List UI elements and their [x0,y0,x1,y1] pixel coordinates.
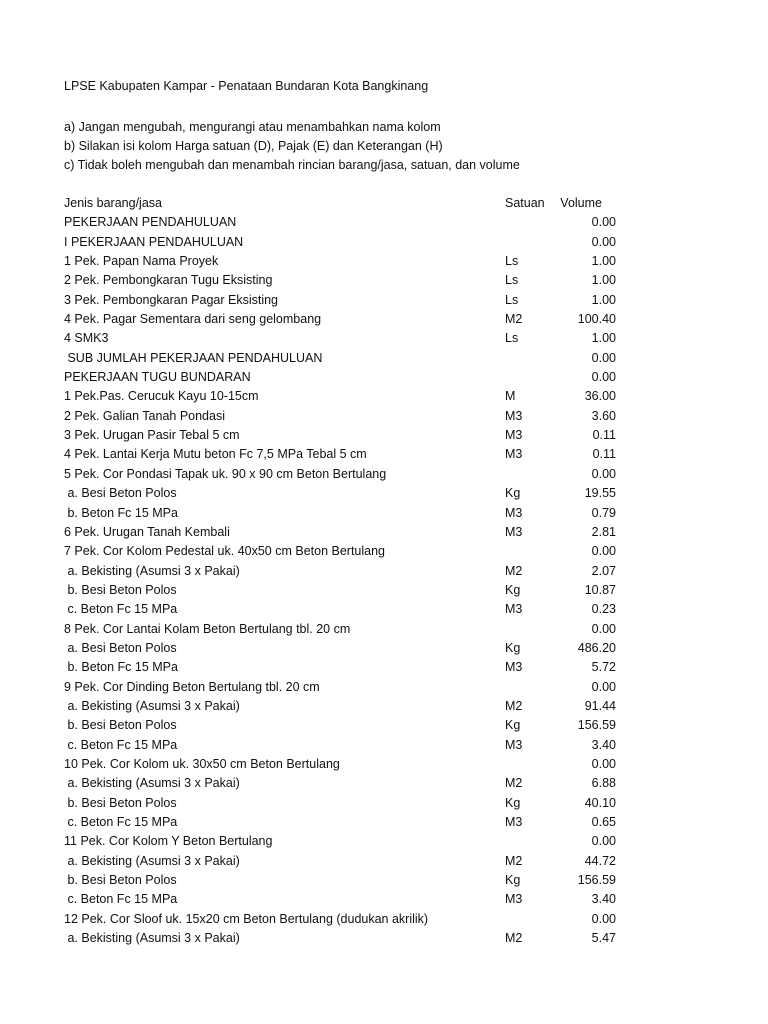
instruction-a: a) Jangan mengubah, mengurangi atau menambahkan nama kolom [64,120,441,134]
item-unit: M3 [505,892,523,907]
table-row [64,678,624,697]
instruction-b: b) Silakan isi kolom Harga satuan (D), Pajak (E) dan Keterangan (H) [64,139,443,154]
table-row [64,426,624,445]
item-name: a. Bekisting (Asumsi 3 x Pakai) [64,853,240,868]
item-volume: 0.79 [591,505,616,520]
table-row [64,562,624,581]
item-volume: 10.87 [584,582,616,597]
table-row [64,871,624,890]
items-table [64,194,624,948]
item-unit: Kg [505,486,521,501]
item-name: 4 SMK3 [64,331,109,346]
item-unit: Ls [505,292,519,307]
item-name: PEKERJAAN PENDAHULUAN [64,215,237,230]
table-row [64,291,624,310]
item-volume: 0.65 [591,815,616,829]
item-volume: 0.00 [591,234,616,249]
item-name: 7 Pek. Cor Kolom Pedestal uk. 40x50 cm Beton Bertulang [64,544,386,559]
item-name: a. Besi Beton Polos [64,640,177,655]
table-row [64,329,624,348]
item-volume: 36.00 [584,389,616,404]
item-name: 2 Pek. Galian Tanah Pondasi [64,408,225,423]
item-unit: M2 [505,563,523,578]
item-unit: M2 [505,931,523,946]
item-volume: 0.00 [591,621,616,636]
item-name: 3 Pek. Urugan Pasir Tebal 5 cm [64,428,240,443]
item-name: 4 Pek. Pagar Sementara dari seng gelombang [64,312,322,327]
item-volume: 486.20 [577,640,616,655]
header-unit: Satuan [505,196,545,210]
header-name: Jenis barang/jasa [64,196,162,210]
item-name: a. Bekisting (Asumsi 3 x Pakai) [64,698,240,713]
table-row [64,252,624,271]
item-unit: M3 [505,524,523,539]
item-volume: 3.60 [591,408,616,423]
item-volume: 0.00 [591,756,616,771]
item-volume: 1.00 [591,331,616,346]
item-unit: Kg [505,582,521,597]
item-name: 1 Pek. Papan Nama Proyek [64,254,219,269]
table-row [64,852,624,871]
item-name: b. Besi Beton Polos [64,582,177,597]
table-row [64,542,624,561]
item-name: c. Beton Fc 15 MPa [64,602,178,617]
table-row [64,755,624,774]
document-title: LPSE Kabupaten Kampar - Penataan Bundaran Kota Bangkinang [64,79,429,93]
table-row [64,310,624,329]
table-row [64,349,624,368]
instructions-list [64,118,520,176]
item-volume: 0.00 [591,370,616,385]
item-volume: 91.44 [584,698,616,713]
table-row [64,387,624,406]
table-row [64,445,624,464]
item-unit: Kg [505,718,521,733]
item-unit: M2 [505,776,523,791]
item-name: 2 Pek. Pembongkaran Tugu Eksisting [64,273,273,288]
item-volume: 40.10 [584,795,616,810]
item-unit: Ls [505,254,519,269]
item-volume: 19.55 [584,486,616,501]
item-volume: 0.00 [591,350,616,365]
item-volume: 0.00 [591,215,616,230]
item-unit: Kg [505,873,521,888]
item-volume: 100.40 [577,312,616,327]
item-volume: 5.47 [591,931,616,946]
item-volume: 1.00 [591,292,616,307]
item-volume: 44.72 [584,853,616,868]
item-name: c. Beton Fc 15 MPa [64,892,178,907]
item-name: 5 Pek. Cor Pondasi Tapak uk. 90 x 90 cm Beton Bertulang [64,466,387,481]
item-name: a. Bekisting (Asumsi 3 x Pakai) [64,776,240,791]
instruction-c: c) Tidak boleh mengubah dan menambah rincian barang/jasa, satuan, dan volume [64,158,520,173]
item-name: b. Besi Beton Polos [64,873,177,888]
item-name: a. Bekisting (Asumsi 3 x Pakai) [64,563,240,578]
item-name: 8 Pek. Cor Lantai Kolam Beton Bertulang tbl. 20 cm [64,621,351,636]
table-row [64,639,624,658]
item-volume: 156.59 [577,873,616,888]
item-volume: 1.00 [591,273,616,288]
item-name: b. Beton Fc 15 MPa [64,505,178,520]
item-volume: 2.81 [591,524,616,539]
item-unit: M3 [505,408,523,423]
item-volume: 0.00 [591,544,616,559]
table-row [64,581,624,600]
item-name: c. Beton Fc 15 MPa [64,737,178,752]
table-row [64,774,624,793]
item-name: I PEKERJAAN PENDAHULUAN [64,234,244,249]
table-row [64,233,624,252]
table-row [64,600,624,619]
item-volume: 0.11 [592,428,616,443]
item-name: SUB JUMLAH PEKERJAAN PENDAHULUAN [64,350,323,365]
table-row [64,407,624,426]
item-unit: Ls [505,331,519,346]
item-name: b. Besi Beton Polos [64,795,177,810]
item-unit: Kg [505,795,521,810]
item-unit: Kg [505,640,521,655]
item-unit: M3 [505,737,523,752]
item-volume: 2.07 [591,563,616,578]
item-name: 1 Pek.Pas. Cerucuk Kayu 10-15cm [64,389,259,404]
table-row [64,658,624,677]
item-unit: Ls [505,273,519,288]
table-header-row [64,194,624,213]
table-row [64,523,624,542]
item-name: 12 Pek. Cor Sloof uk. 15x20 cm Beton Bertulang (dudukan akrilik) [64,911,429,926]
item-volume: 3.40 [591,892,616,907]
table-row [64,504,624,523]
header-volume: Volume [560,196,602,210]
table-row [64,813,624,832]
item-volume: 0.00 [591,466,616,481]
table-row [64,484,624,503]
table-row [64,620,624,639]
table-row [64,736,624,755]
table-row [64,794,624,813]
table-row [64,697,624,716]
item-volume: 0.00 [591,834,616,849]
item-name: c. Beton Fc 15 MPa [64,815,178,829]
item-name: 10 Pek. Cor Kolom uk. 30x50 cm Beton Bertulang [64,756,340,771]
table-row [64,929,624,948]
item-unit: M3 [505,428,523,443]
item-name: a. Besi Beton Polos [64,486,177,501]
item-name: 11 Pek. Cor Kolom Y Beton Bertulang [64,834,273,849]
table-row [64,832,624,851]
item-name: 4 Pek. Lantai Kerja Mutu beton Fc 7,5 MPa Tebal 5 cm [64,447,367,462]
item-unit: M2 [505,312,523,327]
item-name: a. Bekisting (Asumsi 3 x Pakai) [64,931,240,946]
item-unit: M3 [505,447,523,462]
table-row [64,368,624,387]
item-unit: M3 [505,602,523,617]
item-unit: M3 [505,660,523,675]
item-volume: 156.59 [577,718,616,733]
item-volume: 0.23 [591,602,616,617]
item-unit: M [505,389,516,404]
item-volume: 5.72 [591,660,616,675]
item-name: 3 Pek. Pembongkaran Pagar Eksisting [64,292,279,307]
item-unit: M2 [505,853,523,868]
item-name: PEKERJAAN TUGU BUNDARAN [64,370,251,385]
item-volume: 1.00 [591,254,616,269]
item-volume: 0.11 [592,447,616,462]
item-unit: M3 [505,815,523,829]
table-row [64,890,624,909]
table-row [64,465,624,484]
item-name: b. Beton Fc 15 MPa [64,660,178,675]
table-row [64,910,624,929]
item-unit: M2 [505,698,523,713]
item-volume: 6.88 [591,776,616,791]
item-unit: M3 [505,505,523,520]
item-name: 9 Pek. Cor Dinding Beton Bertulang tbl. 20 cm [64,679,320,694]
item-volume: 0.00 [591,679,616,694]
item-name: b. Besi Beton Polos [64,718,177,733]
item-name: 6 Pek. Urugan Tanah Kembali [64,524,230,539]
table-row [64,271,624,290]
item-volume: 0.00 [591,911,616,926]
table-row [64,213,624,232]
table-row [64,716,624,735]
item-volume: 3.40 [591,737,616,752]
